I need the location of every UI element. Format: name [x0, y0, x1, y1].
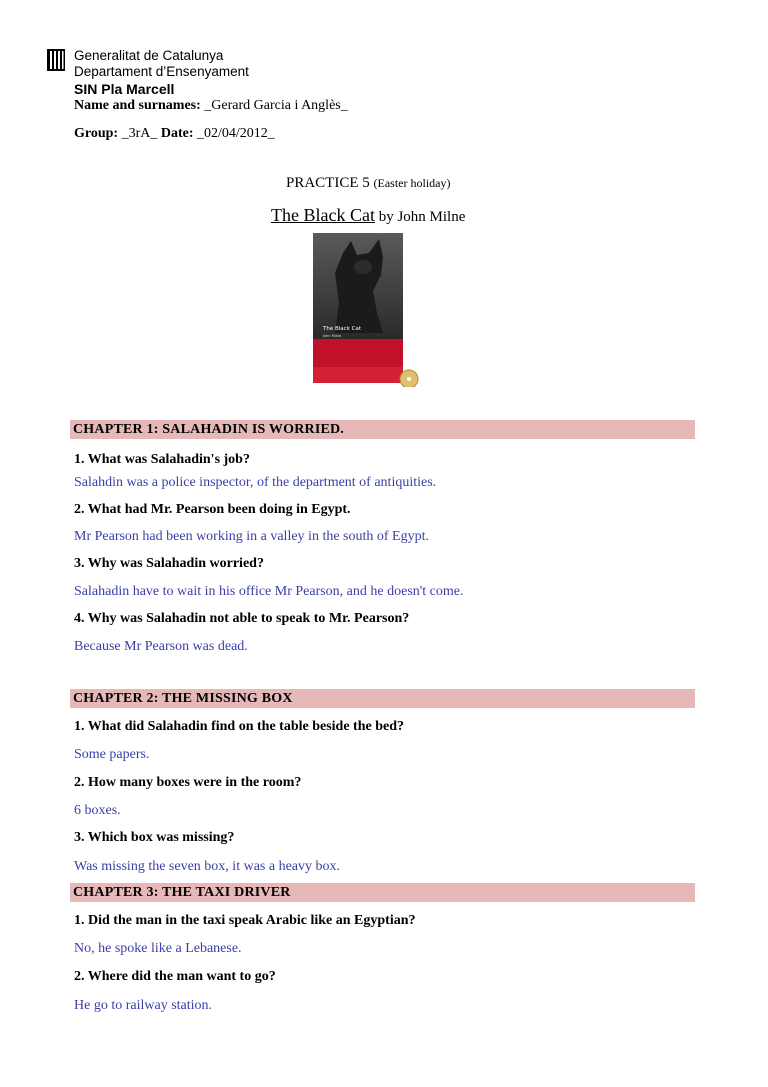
- question: 2. How many boxes were in the room?: [74, 775, 302, 790]
- name-field: [74, 98, 348, 114]
- answer: Salahadin have to wait in his office Mr Pearson, and he doesn't come.: [74, 584, 464, 599]
- answer: Was missing the seven box, it was a heavy box.: [74, 859, 340, 874]
- book-author: by John Milne: [374, 209, 466, 225]
- group-date-field: [74, 126, 275, 142]
- chapter-heading: CHAPTER 3: THE TAXI DRIVER: [70, 883, 695, 902]
- group-label: Group:: [74, 126, 119, 141]
- question: 2. What had Mr. Pearson been doing in Egypt.: [74, 502, 351, 517]
- question: 1. What was Salahadin's job?: [74, 452, 250, 467]
- date-value: _02/04/2012_: [193, 126, 275, 141]
- book-title: The Black Cat: [271, 205, 375, 225]
- chapter-heading: CHAPTER 1: SALAHADIN IS WORRIED.: [70, 420, 695, 439]
- question: 1. What did Salahadin find on the table beside the bed?: [74, 719, 404, 734]
- answer: He go to railway station.: [74, 998, 213, 1013]
- question: 2. Where did the man want to go?: [74, 969, 276, 984]
- question: 3. Why was Salahadin worried?: [74, 556, 264, 571]
- practice-subtitle: (Easter holiday): [373, 176, 451, 190]
- book-title-line: [271, 205, 465, 226]
- cover-title: The Black Cat: [323, 326, 361, 332]
- group-value: _3rA_: [118, 126, 161, 141]
- name-label: Name and surnames:: [74, 98, 201, 113]
- practice-label: PRACTICE 5: [286, 175, 370, 191]
- answer: Mr Pearson had been working in a valley in the south of Egypt.: [74, 529, 429, 544]
- question: 1. Did the man in the taxi speak Arabic like an Egyptian?: [74, 913, 416, 928]
- answer: Some papers.: [74, 747, 150, 762]
- date-label: Date:: [160, 126, 194, 141]
- book-cover-image: [313, 233, 419, 387]
- school-name: SIN Pla Marcell: [74, 81, 175, 97]
- answer: Salahdin was a police inspector, of the department of antiquities.: [74, 475, 437, 490]
- question: 4. Why was Salahadin not able to speak to Mr. Pearson?: [74, 611, 410, 626]
- cover-author: John Milne: [323, 334, 342, 338]
- chapter-heading: CHAPTER 2: THE MISSING BOX: [70, 689, 695, 708]
- answer: 6 boxes.: [74, 803, 121, 818]
- answer: No, he spoke like a Lebanese.: [74, 941, 242, 956]
- department-name: Departament d’Ensenyament: [74, 64, 249, 79]
- org-name: Generalitat de Catalunya: [74, 48, 224, 63]
- generalitat-logo-icon: [47, 49, 65, 71]
- question: 3. Which box was missing?: [74, 830, 235, 845]
- answer: Because Mr Pearson was dead.: [74, 639, 248, 654]
- name-value: _Gerard Garcia i Anglès_: [200, 98, 348, 113]
